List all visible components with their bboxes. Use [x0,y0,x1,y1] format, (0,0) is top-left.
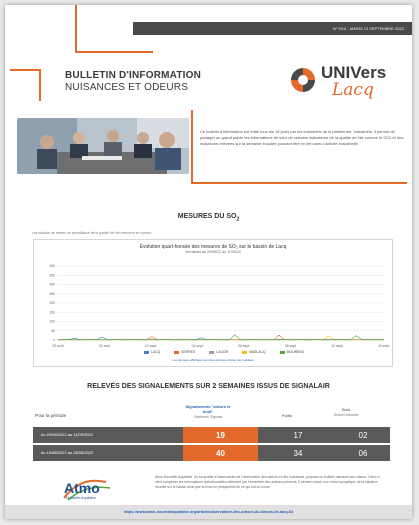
orange-divider [39,69,41,101]
mesures-heading-subscript: 2 [236,216,240,223]
col-public-head: Public [281,414,293,418]
y-tick-label: 50 [51,328,55,333]
legend-item [242,350,266,354]
y-tick-label: 250 [49,291,55,296]
row-signalements-value: 40 [183,445,258,461]
legend-label: LACQ [151,350,161,354]
legend-item [209,350,228,354]
x-tick-label: 04 sept. [191,344,204,348]
y-tick-label: 0 [53,338,55,343]
legend-item [174,350,195,354]
col-bruit-title: Bruit [342,408,350,412]
y-tick-label: 200 [49,301,55,306]
series-line-lacq [58,337,384,339]
col-signalements-sub: Plateforme Signalair [193,415,223,419]
univers-lacq-logo [288,61,400,101]
chart-plot [34,254,392,354]
x-tick-label: 31 août [98,344,111,348]
header-date-bar [133,22,412,35]
univers-lacq-logo-icon [288,65,318,95]
table-row [33,427,390,443]
meeting-photo [17,118,189,174]
y-tick-label: 400 [49,264,55,269]
releves-heading: RELEVÉS DES SIGNALEMENTS SUR 2 SEMAINES ISSUS DE SIGNALAIR [87,383,330,390]
atmo-name: Atmo [64,480,100,496]
intro-paragraph: Ce bulletin d'information est édité tous les 15 jours par les industriels de la plateforme. Industriels, il permet de partager au grand public les informations de suivi de certains indicateurs de la qualité de l'air comme le SO2 et des nuisances relevées sur la semaine écoulée pouvant être en lien avec l'activité industrielle. [200,129,404,146]
x-tick-label: 29 août [52,344,64,348]
legend-item [144,350,160,354]
row-public-value: 34 [293,448,303,458]
legend-swatch [280,351,285,354]
y-tick-label: 100 [49,319,55,324]
col-signalements-title: Signalements "odeurs et bruit" [185,405,231,414]
orange-divider [10,69,40,71]
orange-divider [191,182,407,184]
legend-swatch [242,351,247,354]
row-bruit-value: 06 [358,448,368,458]
atmo-description: Atmo Nouvelle-Aquitaine, en sa qualité d'observatoire de l'observation des odeurs et des nuisances, propose un bulletin mensuel des odeurs. Celui-ci vient compléter les informations opérationnelles délivrées par l'ensemble des acteurs présents. Il permet d'avoir une vision synoptique de la situation récente sur le bassin ainsi que la mise en perspective de ce qui est en cours. [155,475,380,489]
legend-label: SERRES [181,350,196,354]
row-signalements-value: 19 [183,427,258,443]
legend-label: MOURENX [286,350,304,354]
legend-swatch [209,351,214,354]
legend-swatch [144,351,149,354]
legend-swatch [174,351,179,354]
row-public-value: 17 [293,430,303,440]
x-tick-label: 12 sept. [377,344,391,348]
legend-label: MASLACQ [249,350,266,354]
header-date: N° 0XX - MARDI 13 SEPTEMBRE 2022 [333,26,404,31]
title-line-2: NUISANCES ET ODEURS [65,82,189,93]
x-tick-label: 10 sept. [331,344,344,348]
row-period: du 29/08/2022 au 11/09/2022 [41,432,93,437]
y-tick-label: 300 [49,282,55,287]
chart-title: Évolution quart-horaire des mesures de SO₂ sur le bassin de Lacq [139,244,287,250]
x-tick-label: 02 sept. [145,344,158,348]
chart-note: Les données affichées sont des données brutes non validées [172,358,254,362]
x-tick-label: 06 sept. [238,344,251,348]
chart-legend [144,350,304,354]
footer-url-link[interactable]: https://www.atmo-nouvelleaquitaine.org/article/observatoire-des-odeurs-du-bassin-de-lacq-64 [123,510,294,514]
mesures-heading [5,213,412,222]
orange-divider [75,5,77,53]
period-label: Pour la période [35,413,67,418]
chart-subtitle: Semaines du 29/08/22 au 11/09/22 [185,250,241,254]
legend-item [280,350,304,354]
legend-label: LAGOR [216,350,229,354]
y-tick-label: 350 [49,273,55,278]
so2-chart [33,239,393,367]
logo-word-lacq: Lacq [332,80,374,100]
col-signalements-head [183,405,233,420]
col-bruit-head [321,408,371,418]
table-row [33,445,390,461]
row-period: du 15/08/2022 au 28/08/2022 [41,450,94,455]
footer-link-bar [5,505,412,519]
orange-divider [75,51,153,53]
y-tick-label: 150 [49,310,55,315]
logo-word-univers: UNIVers [321,63,387,82]
row-bruit-value: 02 [358,430,368,440]
x-tick-label: 08 sept. [284,344,297,348]
col-bruit-sub: Décibel industriel [333,413,359,417]
bulletin-title [65,70,201,93]
mesures-heading-text: MESURES DU SO [177,213,237,220]
mesures-caption: Les stations de réseau de surveillance de la qualité de l'air mesurent en continu [32,231,152,235]
title-line-1: BULLETIN D'INFORMATION [65,70,202,81]
bulletin-page [5,5,412,519]
orange-divider [191,110,193,184]
atmo-region: Nouvelle-Aquitaine [66,496,97,500]
